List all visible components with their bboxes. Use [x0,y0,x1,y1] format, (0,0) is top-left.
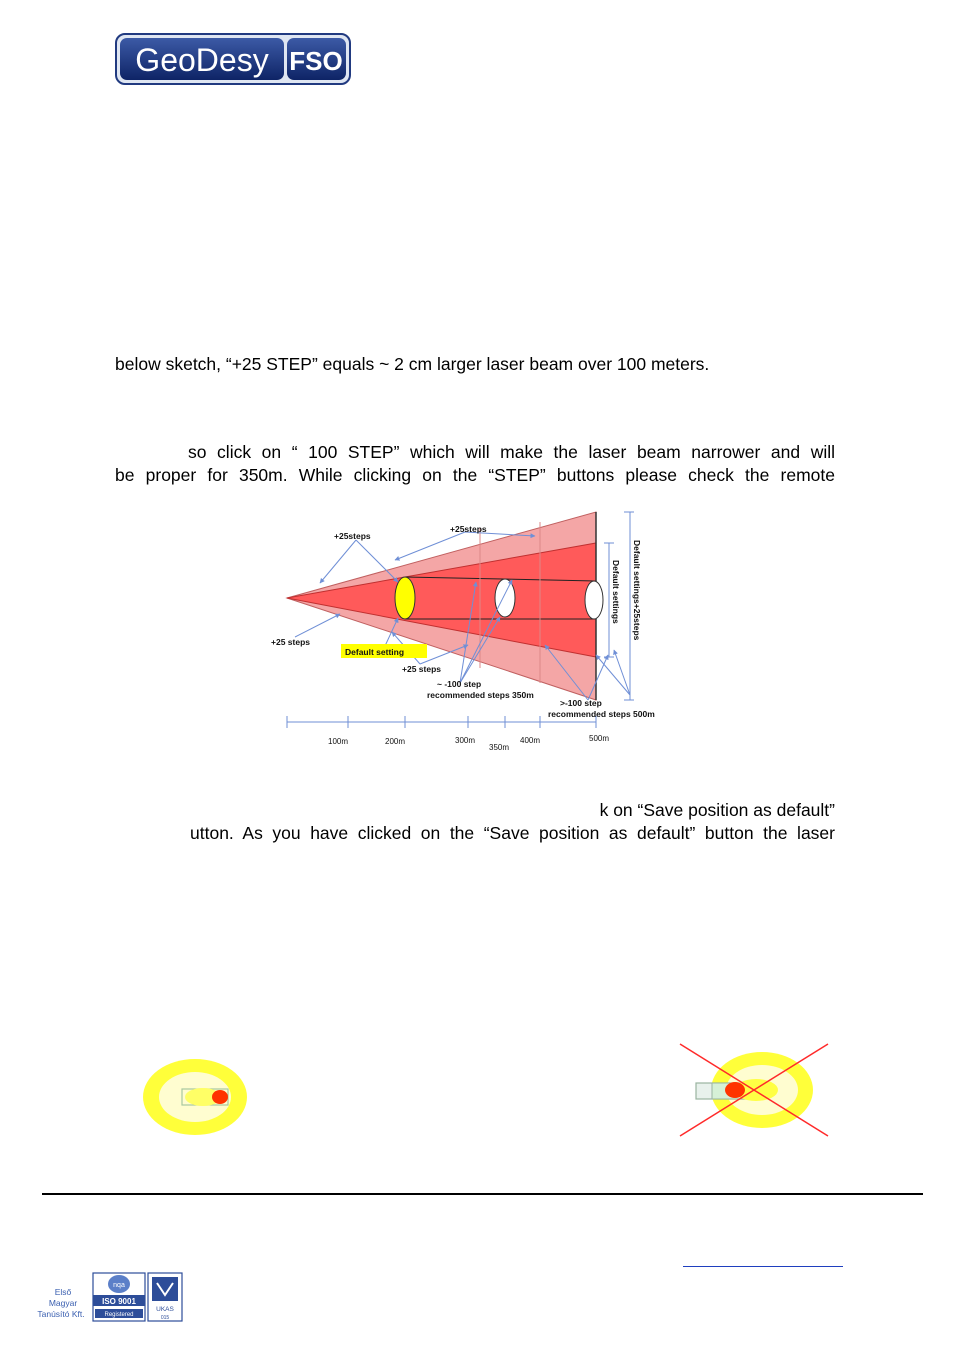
tick-label: 100m [328,737,349,746]
beam-spot-350m [495,579,515,617]
beam-spot-500m [585,581,603,619]
tick-label: 500m [589,734,610,743]
paragraph-save-default-line2: utton. As you have clicked on the “Save position as default” button the laser [190,823,835,843]
cert-org-line3: Tanúsító Kft. [37,1309,85,1319]
label-plus25-top-right: +25steps [450,524,487,534]
cert-org-line2: Magyar [48,1298,78,1308]
logo-brand-text: GeoDesy [135,42,269,78]
tick-label: 400m [520,736,541,745]
paragraph-step-instructions-line1: so click on “ 100 STEP” which will make the laser beam narrower and will [188,442,835,462]
cert-org-line1: Első [54,1287,72,1297]
label-default-setting: Default setting [345,647,405,657]
paragraph-step-instructions-line2: be proper for 350m. While clicking on the “STEP” buttons please check the remote [115,465,835,485]
beam-divergence-diagram [262,505,692,755]
paragraph-save-default-line1: k on “Save position as default” [599,800,835,820]
label-plus25-left: +25 steps [271,637,310,647]
cert-ukas: UKAS [156,1306,174,1313]
footer-divider [42,1193,923,1195]
cert-ukas-number: 015 [160,1315,170,1321]
logo-product-text: FSO [289,46,343,76]
label-vertical-default: Default settings [611,560,621,624]
tick-label: 200m [385,737,406,746]
company-logo [115,33,351,85]
label-plus25-top-left: +25steps [334,531,371,541]
cert-nqa: nqa [113,1282,125,1289]
beam-spot-200m [395,577,415,619]
label-step100-350-line2: recommended steps 350m [427,690,534,700]
label-step100-350-line1: ~ -100 step [437,679,482,689]
iso-certification-badge [28,1266,186,1330]
incorrect-alignment-illustration [676,1042,831,1138]
label-plus25-bottom: +25 steps [402,664,441,674]
correct-alignment-illustration [140,1058,250,1138]
tick-label: 350m [489,743,510,752]
label-step100-500-line1: >-100 step [560,698,602,708]
tick-label: 300m [455,736,476,745]
label-vertical-default-plus: Default settings+25steps [632,540,642,641]
cert-registered: Registered [104,1312,134,1318]
paragraph-step-note: below sketch, “+25 STEP” equals ~ 2 cm larger laser beam over 100 meters. [115,354,710,374]
footer-link-underline[interactable] [683,1266,843,1267]
label-step100-500-line2: recommended steps 500m [548,709,655,719]
cert-iso: ISO 9001 [102,1297,136,1306]
